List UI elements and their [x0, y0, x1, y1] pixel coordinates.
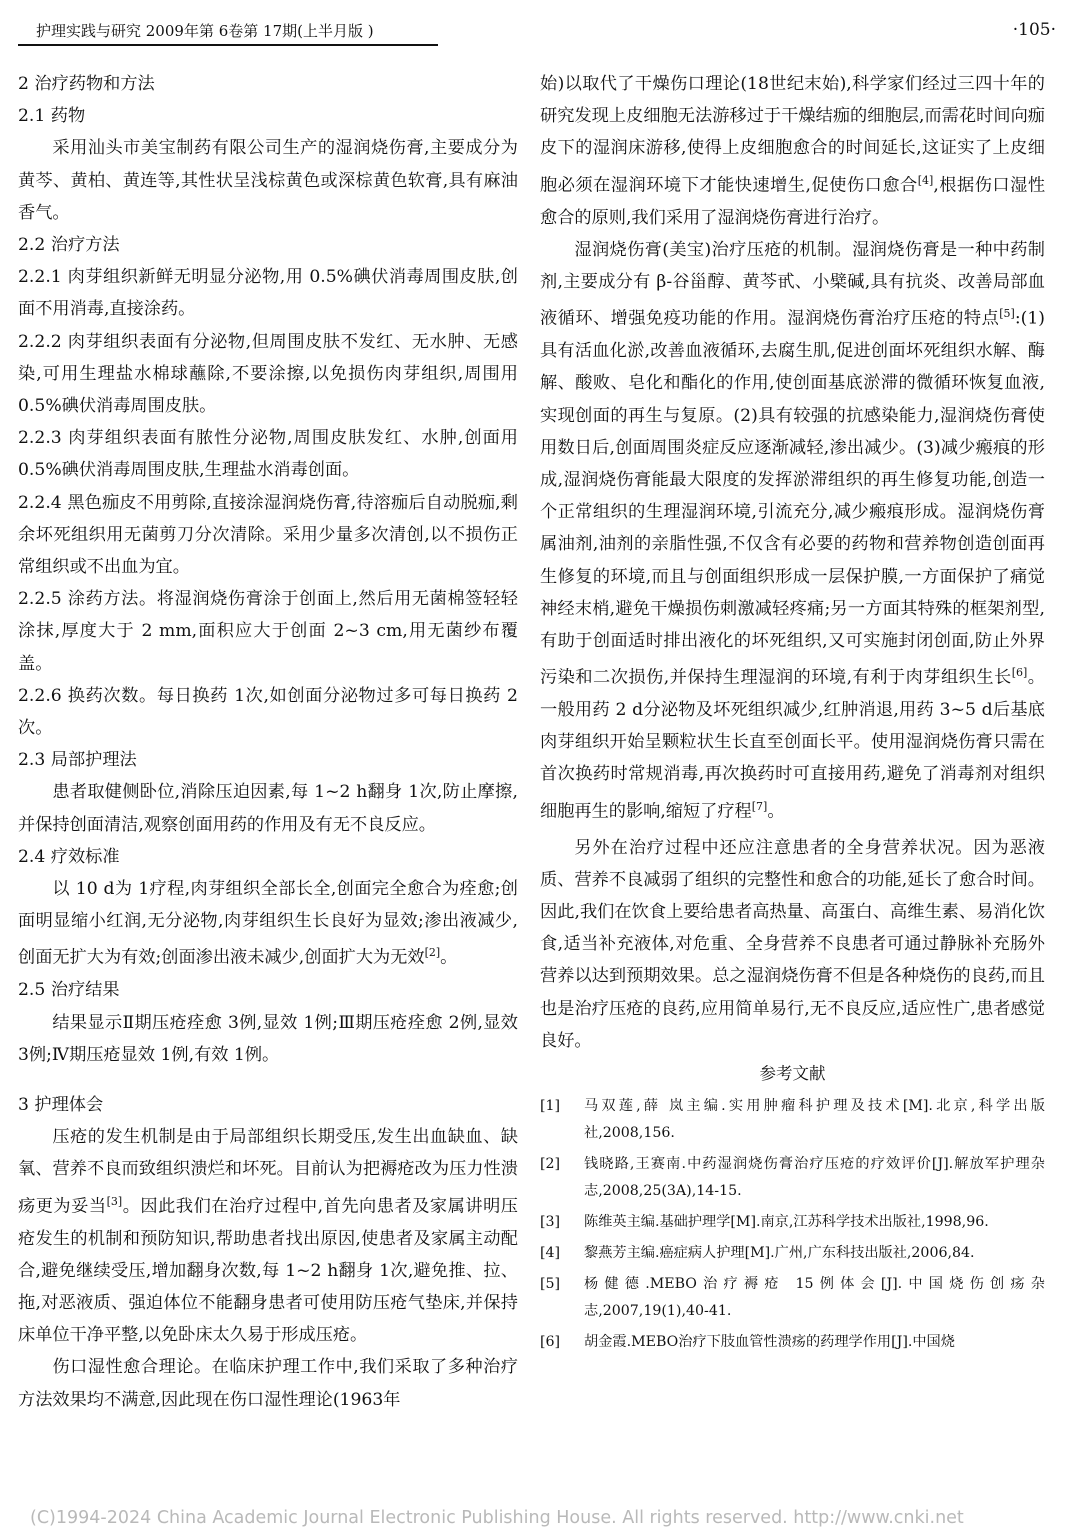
reference-list — [540, 1093, 1045, 1356]
reference-item: [4] 黎燕芳主编.癌症病人护理[M].广州,广东科技出版社,2006,84. — [540, 1245, 975, 1262]
reference-item: [6] 胡金霞.MEBO治疗下肢血管性溃疡的药理学作用[J].中国烧 — [540, 1334, 955, 1351]
paragraph: 患者取健侧卧位,消除压迫因素,每 1~2 h翻身 1次,防止摩擦,并保持创面清洁,观察创面用药的作用及有无不良反应。 — [18, 782, 518, 835]
section-heading: 2.1 药物 — [18, 106, 86, 127]
paragraph: 2.2.6 换药次数。每日换药 1次,如创面分泌物过多可每日换药 2次。 — [18, 685, 518, 739]
paragraph: 压疮的发生机制是由于局部组织长期受压,发生出血缺血、缺氧、营养不良而致组织溃烂和坏死。目前认为把褥疮改为压力性溃疡更为妥当[3]。因此我们在治疗过程中,首先向患者及家属讲明压疮发生的机制和预防知识,帮助患者找出原因,使患者及家属主动配合,避免继续受压,增加翻身次数,每 1~2 h翻身 1次,避免推、拉、拖,对恶液质、强迫体位不能翻身患者可使用防压疮气垫床,并保持床单位干净平整,以免卧床太久易于形成压疮。 — [18, 1127, 518, 1346]
paragraph: 伤口湿性愈合理论。在临床护理工作中,我们采取了多种治疗方法效果均不满意,因此现在伤口湿性理论(1963年 — [18, 1357, 518, 1410]
right-para-1: 始)以取代了干燥伤口理论(18世纪末始),科学家们经过三四十年的研究发现上皮细胞无法游移过于干燥结痂的细胞层,而需花时间向痂皮下的湿润床游移,使得上皮细胞愈合的时间延长,这证实了上皮细胞必须在湿润环境下才能快速增生,促使伤口愈合[4],根据伤口湿性愈合的原则,我们采用了湿润烧伤膏进行治疗。 — [540, 74, 1046, 228]
page-header — [18, 18, 1068, 46]
reference-item: [2] 钱晓路,王赛南.中药湿润烧伤膏治疗压疮的疗效评价[J].解放军护理杂志,2008,25(3A),14-15. — [540, 1156, 1045, 1200]
section-heading: 3 护理体会 — [18, 1095, 104, 1116]
section-heading: 2.5 治疗结果 — [18, 980, 120, 1001]
left-column — [18, 68, 518, 1416]
page-number: ·105· — [1012, 20, 1056, 40]
section-heading: 2.4 疗效标准 — [18, 846, 120, 867]
paragraph: 采用汕头市美宝制药有限公司生产的湿润烧伤膏,主要成分为黄芩、黄柏、黄连等,其性状呈浅棕黄色或深棕黄色软膏,具有麻油香气。 — [18, 138, 518, 223]
references-heading: 参考文献 — [759, 1064, 826, 1084]
section-heading: 2.3 局部护理法 — [18, 750, 137, 771]
paragraph: 2.2.1 肉芽组织新鲜无明显分泌物,用 0.5%碘伏消毒周围皮肤,创面不用消毒,直接涂药。 — [18, 267, 518, 320]
copyright-footer: (C)1994-2024 China Academic Journal Electronic Publishing House. All rights reserved. http://www.cnki.net — [30, 1508, 964, 1528]
reference-item: [3] 陈维英主编.基础护理学[M].南京,江苏科学技术出版社,1998,96. — [540, 1214, 989, 1231]
journal-title: 护理实践与研究 2009年第 6卷第 17期(上半月版 ) — [18, 20, 438, 46]
paragraph: 结果显示Ⅱ期压疮痊愈 3例,显效 1例;Ⅲ期压疮痊愈 2例,显效 3例;Ⅳ期压疮显效 1例,有效 1例。 — [18, 1012, 518, 1065]
paragraph: 2.2.2 肉芽组织表面有分泌物,但周围皮肤不发红、无水肿、无感染,可用生理盐水棉球蘸除,不要涂擦,以免损伤肉芽组织,周围用 0.5%碘伏消毒周围皮肤。 — [18, 331, 518, 417]
section-heading: 2.2 治疗方法 — [18, 235, 120, 256]
section-gap — [18, 1071, 518, 1089]
right-para-2: 湿润烧伤膏(美宝)治疗压疮的机制。湿润烧伤膏是一种中药制剂,主要成分有 β-谷甾醇、黄芩甙、小檗碱,具有抗炎、改善局部血液循环、增强免疫功能的作用。湿润烧伤膏治疗压疮的特点[5]:(1)具有活血化淤,改善血液循环,去腐生肌,促进创面坏死组织水解、酶解、酸败、皂化和酯化的作用,使创面基底淤滞的微循环恢复血液,实现创面的再生与复原。(2)具有较强的抗感染能力,湿润烧伤膏使用数日后,创面周围炎症反应逐渐减轻,渗出减少。(3)减少瘢痕的形成,湿润烧伤膏能最大限度的发挥淤滞组织的再生修复功能,创造一个正常组织的生理湿润环境,引流充分,减少瘢痕形成。湿润烧伤膏属油剂,油剂的亲脂性强,不仅含有必要的药物和营养物创造创面再生修复的环境,而且与创面组织形成一层保护膜,一方面保护了痛觉神经末梢,避免干燥损伤刺激减轻疼痛;另一方面其特殊的框架剂型,有助于创面适时排出液化的坏死组织,又可实施封闭创面,防止外界污染和二次损伤,并保持生理湿润的环境,有利于肉芽组织生长[6]。一般用药 2 d分泌物及坏死组织减少,红肿消退,用药 3~5 d后基底肉芽组织开始呈颗粒状生长直至创面长平。使用湿润烧伤膏只需在首次换药时常规消毒,再次换药时可直接用药,避免了消毒剂对组织细胞再生的影响,缩短了疗程[7]。 — [540, 239, 1045, 822]
paragraph: 2.2.3 肉芽组织表面有脓性分泌物,周围皮肤发红、水肿,创面用 0.5%碘伏消毒周围皮肤,生理盐水消毒创面。 — [18, 428, 518, 481]
paragraph: 2.2.4 黑色痂皮不用剪除,直接涂湿润烧伤膏,待溶痂后自动脱痂,剩余坏死组织用无菌剪刀分次清除。采用少量多次清创,以不损伤正常组织或不出血为宜。 — [18, 492, 518, 578]
section-heading: 2 治疗药物和方法 — [18, 74, 155, 94]
reference-item: [1] 马双莲,薛 岚主编.实用肿瘤科护理及技术[M].北京,科学出版社,2008,156. — [540, 1098, 1045, 1142]
paragraph: 2.2.5 涂药方法。将湿润烧伤膏涂于创面上,然后用无菌棉签轻轻涂抹,厚度大于 2 mm,面积应大于创面 2~3 cm,用无菌纱布覆盖。 — [18, 589, 518, 674]
right-para-3: 另外在治疗过程中还应注意患者的全身营养状况。因为恶液质、营养不良减弱了组织的完整性和愈合的功能,延长了愈合时间。因此,我们在饮食上要给患者高热量、高蛋白、高维生素、易消化饮食,适当补充液体,对危重、全身营养不良患者可通过静脉补充肠外营养以达到预期效果。总之湿润烧伤膏不但是各种烧伤的良药,而且也是治疗压疮的良药,应用简单易行,无不良反应,适应性广,患者感觉良好。 — [540, 837, 1045, 1051]
paragraph: 以 10 d为 1疗程,肉芽组织全部长全,创面完全愈合为痊愈;创面明显缩小红润,无分泌物,肉芽组织生长良好为显效;渗出液减少,创面无扩大为有效;创面渗出液未减少,创面扩大为无效[2]。 — [18, 879, 518, 969]
right-column — [540, 68, 1045, 1360]
reference-item: [5] 杨健德.MEBO治疗褥疮 15例体会[J].中国烧伤创疡杂志,2007,19(1),40-41. — [540, 1276, 1045, 1320]
